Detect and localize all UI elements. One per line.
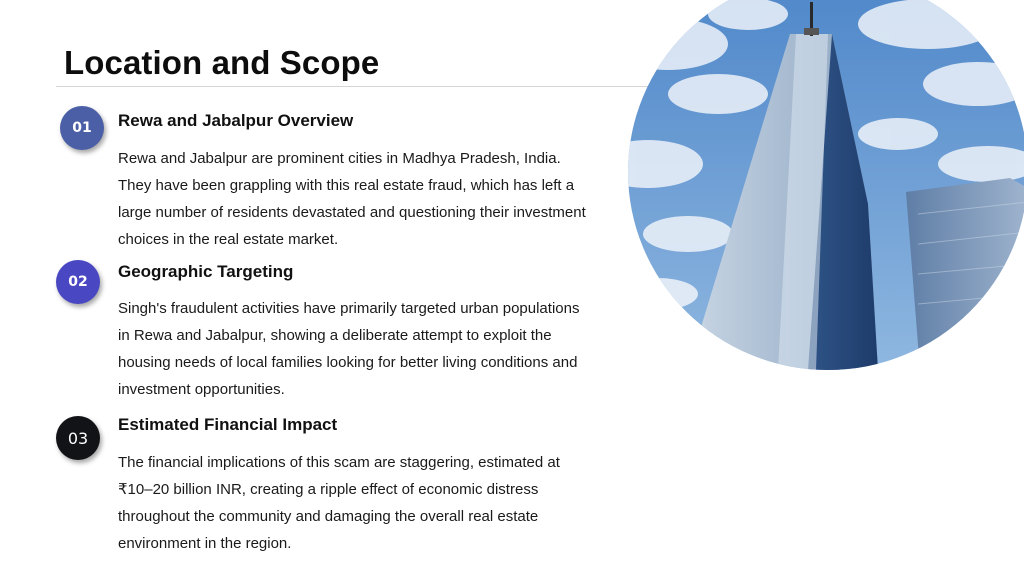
skyscraper-photo bbox=[628, 0, 1024, 370]
slide-title: Location and Scope bbox=[64, 44, 380, 81]
section-body: The financial implications of this scam are staggering, estimated at ₹10–20 billion INR, creating a ripple effect of economic distress throughout the community and damaging the overall real estate environment in the region. bbox=[118, 454, 560, 552]
section-heading: Estimated Financial Impact bbox=[118, 415, 338, 434]
section-body: Singh's fraudulent activities have primarily targeted urban populations in Rewa and Jabalpur, showing a deliberate attempt to exploit the housing needs of local families looking for better living conditions and investment opportunities. bbox=[118, 300, 580, 398]
section-number-badge: 03 bbox=[56, 416, 100, 460]
section-heading: Rewa and Jabalpur Overview bbox=[118, 111, 354, 130]
section-number-badge: 02 bbox=[56, 260, 100, 304]
title-divider bbox=[56, 86, 696, 87]
section-body: Rewa and Jabalpur are prominent cities in Madhya Pradesh, India. They have been grappling with this real estate fraud, which has left a large number of residents devastated and questioning their investment choices in the real estate market. bbox=[118, 150, 586, 248]
section-heading: Geographic Targeting bbox=[118, 262, 294, 281]
section-number-badge: 01 bbox=[60, 106, 104, 150]
